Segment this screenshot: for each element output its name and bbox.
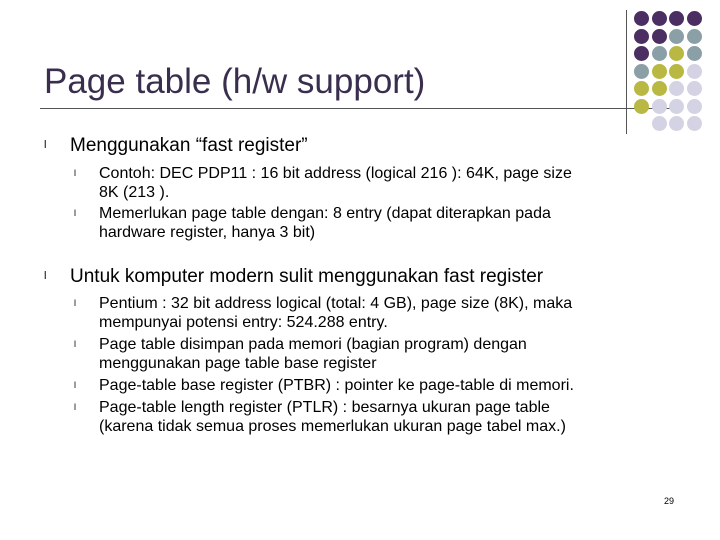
bullet-1-sub-1 [74,164,674,202]
bullet-2-sub-1-text: Pentium : 32 bit address logical (total: 4 GB), page size (8K), maka mempunyai potensi entry: 524.288 entry. [99,295,573,331]
decorative-dot [687,11,702,26]
decorative-dot [687,29,702,44]
bullet-2-sub-1 [74,294,674,332]
decorative-dot [652,99,667,114]
decorative-dot [634,11,649,26]
decorative-dot [687,46,702,61]
decorative-dot [652,46,667,61]
bullet-1-sub-1-text: Contoh: DEC PDP11 : 16 bit address (logical 216 ): 64K, page size 8K (213 ). [99,165,572,201]
bullet-2-sub-2-text: Page table disimpan pada memori (bagian program) dengan menggunakan page table base register [99,336,527,372]
bullet-2-text: Untuk komputer modern sulit menggunakan fast register [70,266,544,287]
decorative-dot [669,11,684,26]
decorative-dot [634,99,649,114]
bullet-marker: l [74,208,76,218]
decorative-dot [634,46,649,61]
bullet-2-sub-3-text: Page-table base register (PTBR) : pointer ke page-table di memori. [99,377,574,394]
decorative-dot [634,29,649,44]
bullet-1-sub-2 [74,204,674,242]
bullet-marker: l [74,168,76,178]
decorative-dot [652,81,667,96]
bullet-2-sub-4-text: Page-table length register (PTLR) : besarnya ukuran page table (karena tidak semua proses memerlukan ukuran page tabel max.) [99,399,566,435]
bullet-1-text: Menggunakan “fast register” [70,135,308,156]
decorative-dot [652,64,667,79]
title-underline [40,108,680,109]
bullet-marker: l [74,380,76,390]
bullet-2-sub-3 [74,376,674,395]
decorative-dot [634,64,649,79]
decorative-dot [634,81,649,96]
decorative-dot [652,11,667,26]
decorative-dot [687,64,702,79]
decorative-dot [687,116,702,131]
decorative-dot [687,81,702,96]
bullet-1-sub-2-text: Memerlukan page table dengan: 8 entry (dapat diterapkan pada hardware register, hanya 3 bit) [99,205,551,241]
decorative-dot [669,99,684,114]
decorative-vertical-line [626,10,627,134]
page-number: 29 [664,496,675,506]
slide-title: Page table (h/w support) [44,62,426,101]
decorative-dot [652,29,667,44]
bullet-2 [44,266,543,288]
bullet-2-sub-4 [74,398,674,436]
bullet-marker: l [74,402,76,412]
decorative-dot [652,116,667,131]
decorative-dot [687,99,702,114]
decorative-dot [669,81,684,96]
decorative-dot [669,64,684,79]
decorative-dot [669,116,684,131]
bullet-1 [44,135,308,157]
decorative-dot [669,29,684,44]
bullet-marker: l [44,139,47,151]
bullet-marker: l [74,339,76,349]
bullet-2-sub-2 [74,335,674,373]
bullet-marker: l [44,270,47,282]
bullet-marker: l [74,298,76,308]
decorative-dot [669,46,684,61]
